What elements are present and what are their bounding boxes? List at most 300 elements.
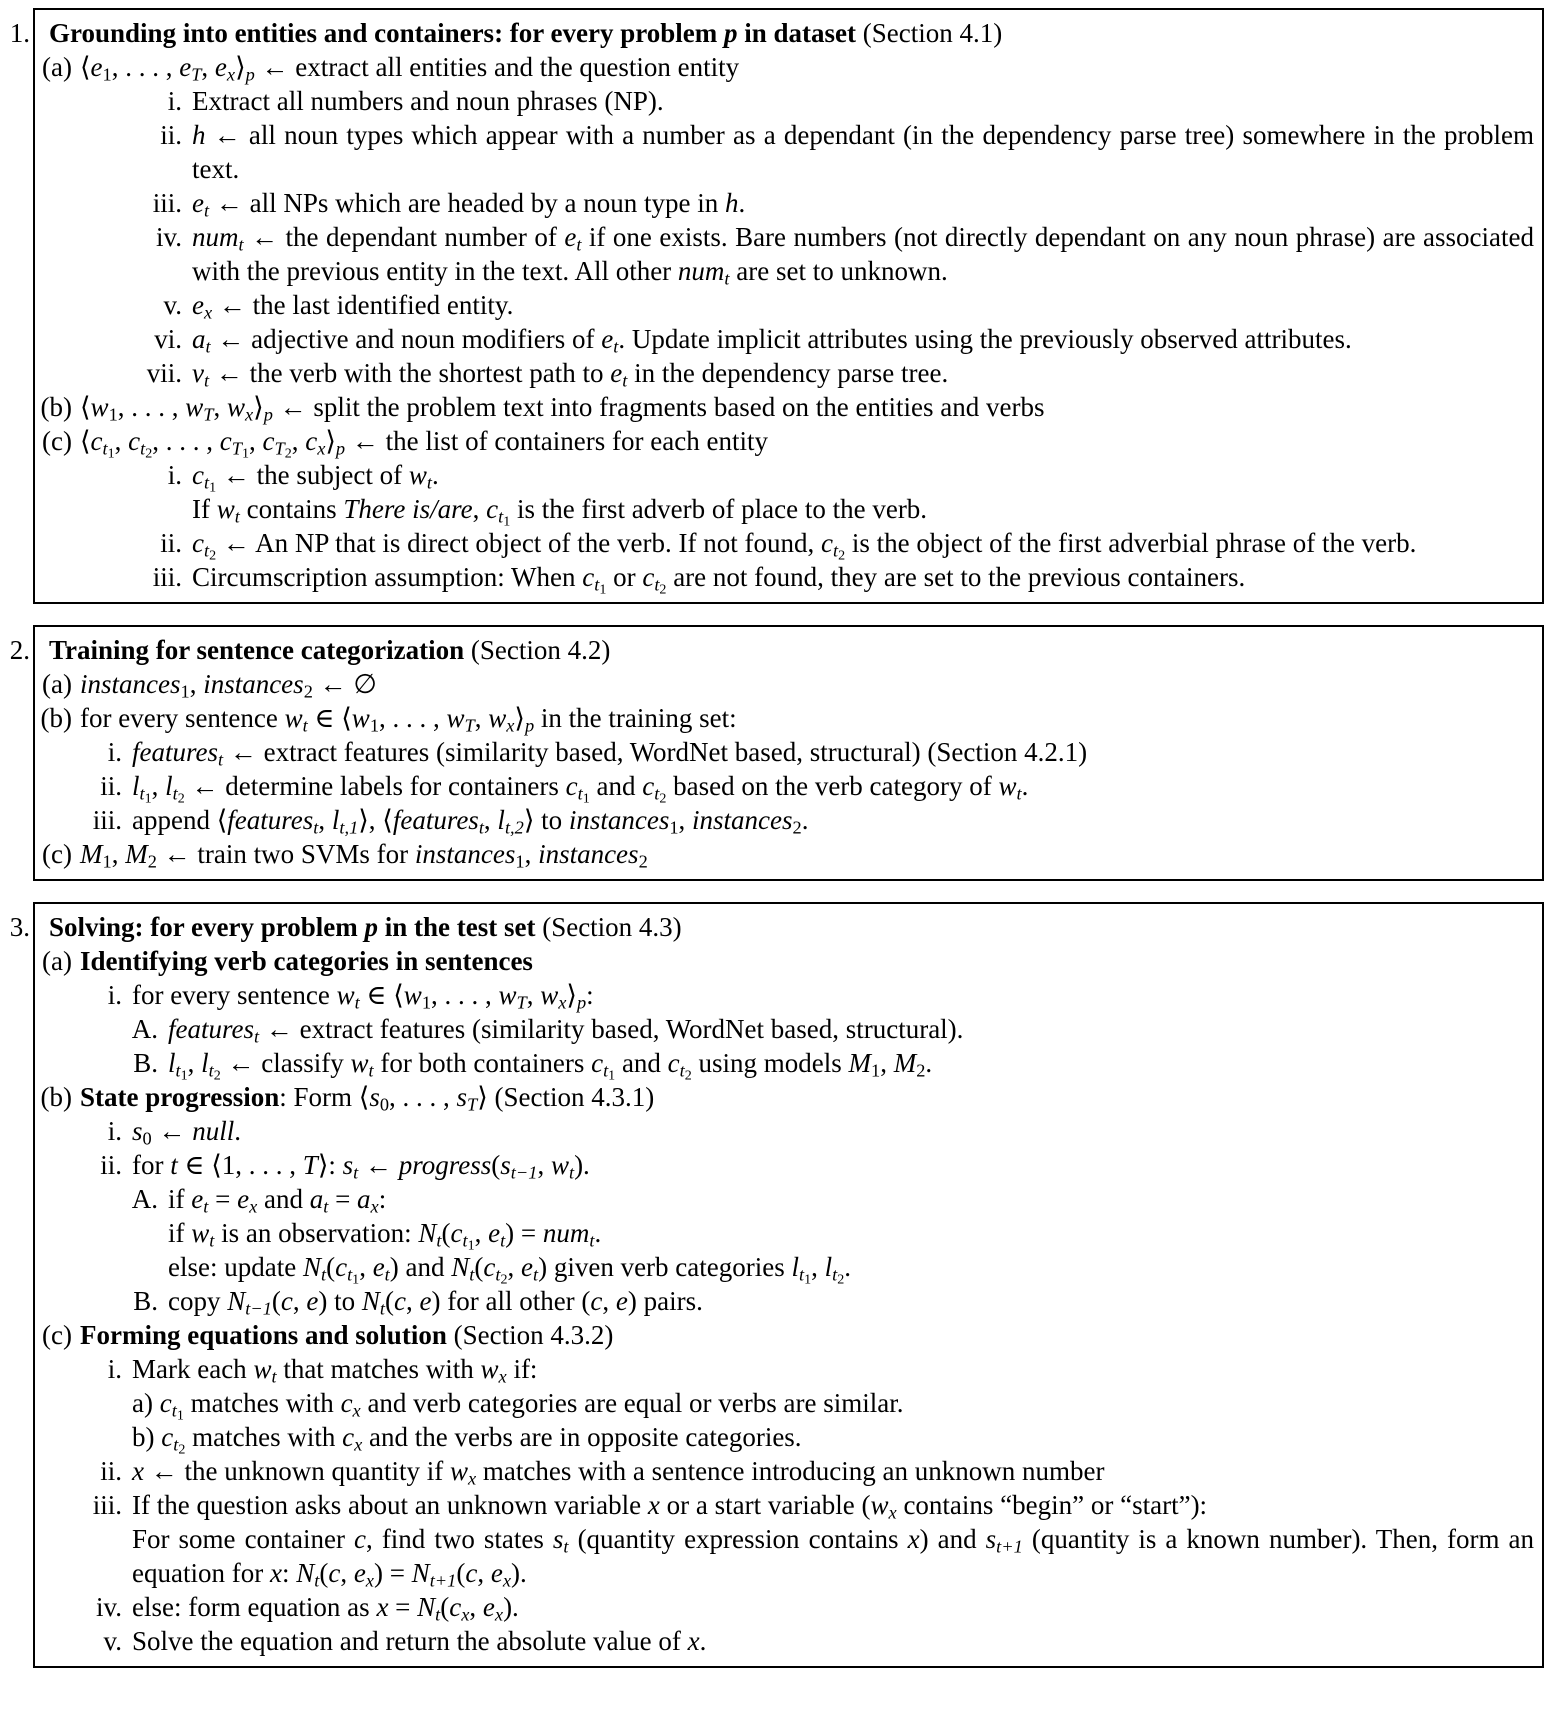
text-segment: ). [503,1592,519,1622]
text-segment: t [302,715,308,736]
text-segment: , . . . , [389,1082,457,1112]
text-segment: w [449,1456,468,1486]
text-segment: M [848,1048,872,1078]
text-segment: ) to [318,1286,362,1316]
text-segment: else: form equation as [132,1592,377,1622]
text-segment: . [925,1048,933,1078]
text-segment: ⟨ [80,392,91,422]
text-segment: e [601,324,614,354]
text-segment: w [191,1218,210,1248]
text-segment: Extract all numbers and noun phrases (NP). [192,86,664,116]
item-label: v. [103,1626,122,1656]
text-segment: e [353,1558,366,1588]
text-segment: x [498,1366,507,1387]
text-segment: for both containers [373,1048,592,1078]
text-segment: ⟩ [325,426,336,456]
text-segment: instances [80,669,181,699]
text-segment: ) for all other ( [431,1286,591,1316]
item-text [168,1250,1534,1288]
text-segment: p [245,64,255,85]
text-segment: null [192,1116,235,1146]
item-label: i. [107,1354,122,1384]
text-segment: ← the subject of [216,460,409,490]
text-segment: ( [441,1218,451,1248]
item-text [132,735,1534,769]
item-text [80,667,1534,701]
text-segment: There is/are [343,494,473,524]
text-segment: ← split the problem text into fragments based on the entities and verbs [272,392,1045,422]
text-segment: c [90,426,103,456]
text-segment: t [102,438,108,459]
text-segment: if [168,1184,192,1214]
text-segment: features [168,1014,254,1044]
text-segment: ) = [505,1218,543,1248]
text-segment: t [500,1230,506,1251]
item-text [132,1488,1534,1522]
item-text [132,1590,1534,1624]
algorithm-line [35,944,1534,978]
text-segment: c [667,1048,680,1078]
item-label: ii. [100,1150,122,1180]
item-label: iii. [152,188,182,218]
text-segment: t [577,783,583,804]
item-label: (b) [40,392,72,422]
item-text [192,526,1534,564]
algorithm-line [35,978,1534,1012]
text-segment: based on the verb category of [666,771,999,801]
text-segment: c [483,1252,496,1282]
text-segment: progress [398,1150,492,1180]
text-segment: that matches with [276,1354,481,1384]
text-segment: x [647,1490,660,1520]
text-segment: c [342,1422,355,1452]
text-segment: x [317,438,326,459]
algorithm-line [35,16,1534,50]
algorithm-line [35,1352,1534,1386]
item-label: iii. [92,805,122,835]
text-segment: e [237,1184,250,1214]
text-segment: . [844,1252,852,1282]
text-segment: M [125,839,148,869]
text-segment: , [292,1286,307,1316]
text-segment: ∈ ⟨1, . . . , [177,1150,303,1180]
text-segment: ← extract features (similarity based, WordNet based, structural). [259,1014,964,1044]
item-label: (a) [42,669,72,699]
text-segment: t+1 [429,1570,457,1591]
text-segment: t [172,783,178,804]
item-label: (b) [40,703,72,733]
text-segment: , [469,1592,483,1622]
text-segment: append ⟨ [132,805,228,835]
text-segment: ← extract all entities and the question entity [254,52,740,82]
text-segment: x [506,715,515,736]
item-text [80,1318,1534,1352]
text-segment: ) and [389,1252,452,1282]
text-segment: ( [440,1592,450,1622]
text-segment: 2 [500,1271,508,1288]
algorithm-line [35,356,1534,390]
text-segment: ( [319,1558,329,1588]
text-segment: , [318,805,332,835]
text-segment: l [132,771,140,801]
text-segment: contains [239,494,344,524]
text-segment: for [132,1150,171,1180]
text-segment: . [801,805,809,835]
text-segment: 2 [284,445,292,462]
text-segment: t [323,1196,329,1217]
text-segment: ) and [919,1524,986,1554]
text-segment: t [253,1026,260,1047]
text-segment: t [354,992,360,1013]
text-segment: is the first adverb of place to the verb. [510,494,928,524]
algorithm-line [35,458,1534,496]
text-segment: e [564,222,577,252]
text-segment: p [263,404,273,425]
text-segment: t [217,749,224,770]
text-segment: e [488,1218,501,1248]
algorithm-line [35,1046,1534,1084]
text-segment: w [498,980,517,1010]
item-label: v. [163,290,182,320]
text-segment: ( [271,1286,281,1316]
text-segment: t [271,1366,277,1387]
text-segment: (quantity expression contains [568,1524,908,1554]
text-segment: 1 [871,1060,881,1081]
text-segment: T [467,1094,478,1115]
algorithm-line [35,735,1534,769]
text-segment: c [219,426,232,456]
text-segment: 0 [142,1128,152,1149]
text-segment: ← determine labels for containers [184,771,566,801]
item-text [192,458,1534,496]
item-text [80,944,1534,978]
item-text [168,1216,1534,1254]
algorithm-line [35,1488,1534,1522]
text-segment: l [168,1048,176,1078]
text-segment: . [738,188,746,218]
algorithm-line [35,1624,1534,1658]
text-segment: , [483,805,498,835]
text-segment: x [226,64,236,85]
text-segment: are set to unknown. [729,256,948,286]
algorithm-line [35,1216,1534,1254]
text-segment: w [998,771,1017,801]
algorithm-line [35,1318,1534,1352]
item-label: ii. [100,1456,122,1486]
item-label: (c) [42,426,72,456]
text-segment: x [888,1502,897,1523]
text-segment: t [576,234,582,255]
algorithm-line [35,220,1534,288]
text-segment: instances [414,839,516,869]
text-segment: , [340,1558,354,1588]
text-segment: s [342,1150,354,1180]
text-segment: N [361,1286,380,1316]
text-segment: e [191,1184,204,1214]
text-segment: For some container [132,1524,355,1554]
text-segment: c [192,460,204,490]
text-segment: t [469,1264,475,1285]
item-label: iv. [96,1592,122,1622]
text-segment: , [291,426,306,456]
text-segment: c [465,1558,478,1588]
text-segment: t [498,506,504,527]
text-segment: using models [691,1048,849,1078]
text-segment: 1 [107,445,115,462]
text-segment: , [151,771,166,801]
text-segment: ← the list of containers for each entity [345,426,768,456]
text-segment: Solving: for every problem [49,912,365,942]
text-segment: t [654,574,660,595]
item-text [192,492,1534,530]
text-segment: ← adjective and noun modifiers of [210,324,602,354]
text-segment: 1 [180,681,190,702]
text-segment: ← all noun types which appear with a number as a dependant (in the dependency parse tree) somewhere in the problem text. [192,120,1534,184]
text-segment: instances [568,805,670,835]
text-segment: : [281,1558,297,1588]
text-segment: ∈ ⟨ [307,703,352,733]
text-segment: t [379,1298,386,1319]
text-segment: s [132,1116,143,1146]
text-segment: 0 [379,1094,390,1115]
text-segment: 2 [659,581,667,598]
item-label: iv. [156,222,182,252]
text-segment: c [354,1524,367,1554]
text-segment: for every sentence [132,980,337,1010]
text-segment: Solve the equation and return the absolute value of [132,1626,688,1656]
text-segment: w [226,392,245,422]
text-segment: x [269,1558,282,1588]
text-segment: N [296,1558,315,1588]
text-segment: Grounding into entities and containers: for every problem [49,18,724,48]
text-segment: t [209,1230,215,1251]
text-segment: t [613,336,619,357]
text-segment: t [234,506,240,527]
text-segment: 1 [144,790,152,807]
text-segment: t [320,1264,327,1285]
text-segment: matches with [183,1388,341,1418]
text-segment: 2 [684,1067,692,1084]
text-segment: e [521,1252,533,1282]
text-segment: Forming equations and solution [80,1320,447,1350]
algorithm-line [35,1250,1534,1288]
text-segment: ← the verb with the shortest path to [209,358,611,388]
text-segment: e [610,358,623,388]
text-segment: . Update implicit attributes using the previously observed attributes. [618,324,1352,354]
item-label: i. [107,980,122,1010]
item-text [132,1420,1534,1458]
text-segment: t,1 [339,817,359,838]
algorithm-line [35,1148,1534,1182]
text-segment: N [411,1558,430,1588]
item-text [80,424,1534,462]
text-segment: t [384,1264,390,1285]
text-segment: ) given verb categories [538,1252,792,1282]
text-segment: Identifying verb categories in sentences [80,946,533,976]
text-segment: is the object of the first adverbial phrase of the verb. [845,528,1417,558]
text-segment: c [450,1218,463,1248]
text-segment: ← ∅ [312,669,377,699]
text-segment: c [305,426,318,456]
text-segment: , [114,426,129,456]
item-text [192,560,1534,598]
text-segment: c [821,528,833,558]
text-segment: or [606,562,643,592]
item-text [168,1284,1534,1318]
text-segment: : Form ⟨ [279,1082,370,1112]
text-segment: x [376,1592,389,1622]
text-segment: e [372,1252,385,1282]
text-segment: N [227,1286,246,1316]
item-text [49,16,1534,50]
text-segment: t [140,438,146,459]
text-segment: e [419,1286,432,1316]
item-text [192,118,1534,186]
text-segment: x [203,302,213,323]
text-segment: . [1021,771,1029,801]
text-segment: or a start variable ( [659,1490,871,1520]
text-segment: 1 [608,1067,616,1084]
text-segment: l [201,1048,209,1078]
algorithm-line [35,288,1534,322]
text-segment: Circumscription assumption: When [192,562,583,592]
text-segment: , [602,1286,616,1316]
text-segment: matches with [185,1422,343,1452]
algorithm-line [35,1386,1534,1424]
text-segment: e [192,188,204,218]
text-segment: , [359,1252,373,1282]
text-segment: t [353,1162,359,1183]
text-segment: T [191,64,202,85]
text-segment: 1 [669,817,679,838]
text-segment: p [364,912,378,942]
text-segment: and [257,1184,310,1214]
text-segment: 1 [102,851,112,872]
text-segment: t [203,1196,209,1217]
text-segment: t [589,1230,595,1251]
text-segment: ( [385,1286,395,1316]
text-segment: c [280,1286,293,1316]
item-text [168,1012,1534,1046]
algorithm-line [35,1182,1534,1216]
text-segment: s [500,1150,511,1180]
text-segment: t [832,1264,838,1285]
text-segment: c [262,426,275,456]
text-segment: x [558,992,567,1013]
text-segment: for every sentence [80,703,285,733]
item-label: vii. [146,358,182,388]
text-segment: a [192,324,206,354]
text-segment: 2 [916,1060,926,1081]
text-segment: t [622,370,628,391]
item-label: i. [107,1116,122,1146]
text-segment: e [482,1592,495,1622]
text-segment: t [832,540,839,561]
text-segment: ⟩ [235,52,246,82]
item-text [80,1080,1534,1114]
text-segment: x [365,1570,374,1591]
text-segment: p [576,992,587,1013]
item-text [192,356,1534,390]
item-text [132,978,1534,1012]
text-segment: N [418,1218,437,1248]
item-label: B. [133,1048,158,1078]
algorithm-line [35,910,1534,944]
text-segment: and [615,1048,668,1078]
text-segment: t [171,1400,177,1421]
text-segment: p [335,438,346,459]
text-segment: l [791,1252,799,1282]
text-segment: ← the last identified entity. [212,290,514,320]
text-segment: 1 [180,1067,188,1084]
item-text [192,84,1534,118]
text-segment: ← classify [220,1048,351,1078]
text-segment: c [328,1558,341,1588]
text-segment: in the dependency parse tree. [627,358,949,388]
text-segment: e [179,52,192,82]
algorithm-line [35,322,1534,356]
text-segment: ← An NP that is direct object of the verb. If not found, [216,528,821,558]
text-segment: t [435,1604,441,1625]
item-label: i. [167,460,182,490]
text-segment: x [494,1604,504,1625]
text-segment: contains “begin” or “start”): [896,1490,1208,1520]
text-segment: t [205,336,211,357]
text-segment: ( [474,1252,484,1282]
text-segment: w [408,460,427,490]
text-segment: t [478,817,484,838]
text-segment: ) pairs. [627,1286,703,1316]
text-segment: ⟩ [514,703,525,733]
text-segment: t [238,234,244,255]
text-segment: h [192,120,206,150]
text-segment: w [336,980,355,1010]
item-label: vi. [154,324,182,354]
text-segment: w [351,703,370,733]
algorithm-line [35,1114,1534,1148]
item-text [132,1352,1534,1386]
text-segment: x [467,1468,477,1489]
item-label: iii. [92,1490,122,1520]
text-segment: w [284,703,303,733]
text-segment: , [880,1048,894,1078]
text-segment: c [582,562,595,592]
algorithm-line [35,803,1534,837]
item-text [132,803,1534,837]
text-segment: 1 [176,1407,184,1424]
text-segment: t [173,1434,179,1455]
text-segment: 1 [467,1237,475,1254]
text-segment: c [161,1422,174,1452]
text-segment: v [192,358,204,388]
text-segment: c [590,1286,603,1316]
text-segment: 1 [503,513,511,530]
text-segment: t [1016,783,1022,804]
text-segment: features [227,805,314,835]
text-segment: 1 [582,790,590,807]
text-segment: , [477,1558,491,1588]
text-segment: ← train two SVMs for [156,839,415,869]
text-segment: l [165,771,173,801]
text-segment: ← the dependant number of [243,222,565,252]
text-segment: t [654,783,660,804]
text-segment: 2 [838,547,846,564]
text-segment: ← [151,1116,193,1146]
item-label: A. [131,1184,158,1214]
text-segment: instances [203,669,304,699]
text-segment: 1 [369,715,379,736]
text-segment: c [642,562,655,592]
